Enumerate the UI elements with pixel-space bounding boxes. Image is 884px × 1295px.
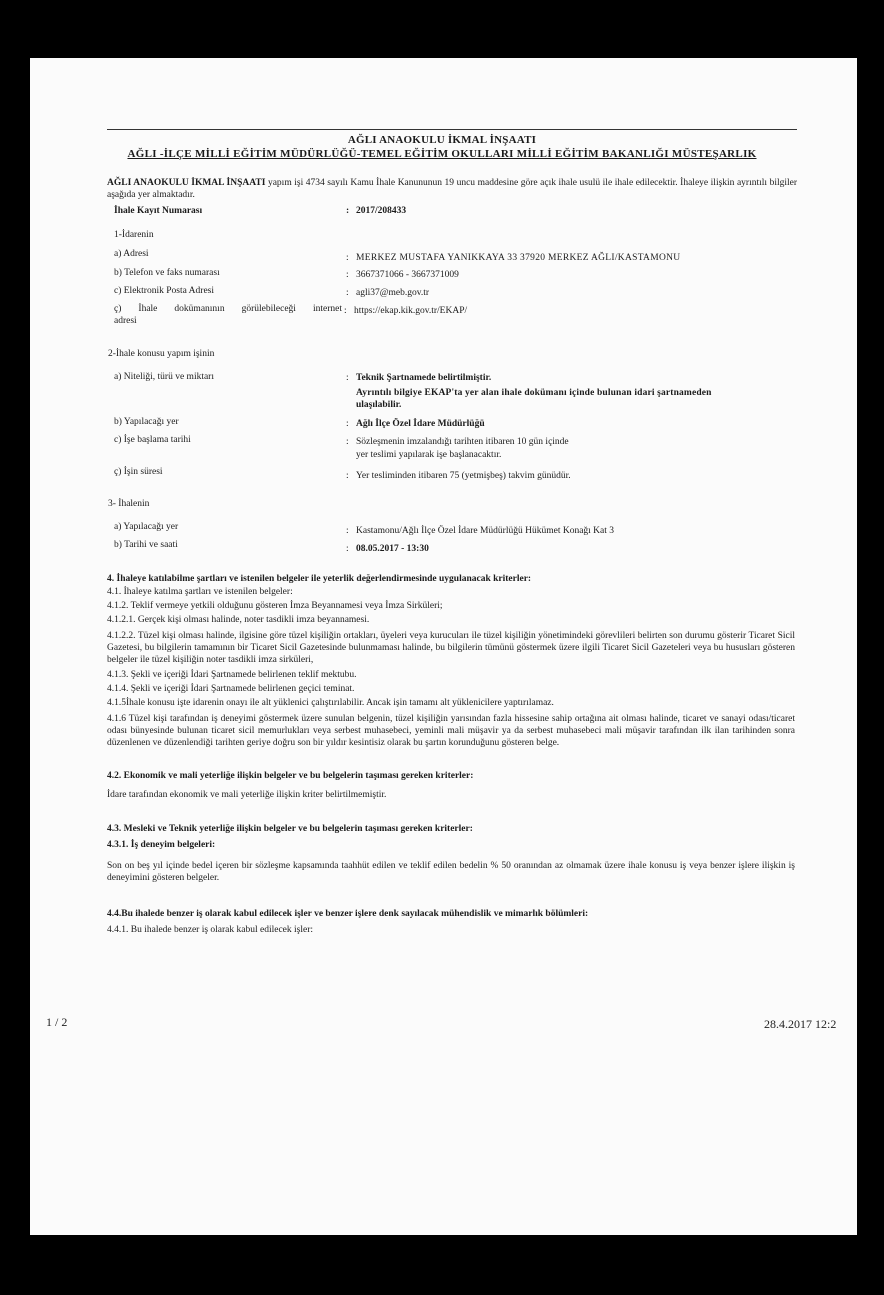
konu-nitelik-value-3: ulaşılabilir.: [356, 400, 402, 410]
s4-l431-text: Son on beş yıl içinde bedel içeren bir sözleşme kapsamında taahhüt edilen ve teklif edilen bedelin % 50 oranından az olmamak üzere ihale konusu iş veya benzer işlere ilişkin iş deneyimini gösteren belgeler.: [107, 861, 795, 883]
ihale-tarih-label: b) Tarihi ve saati: [114, 540, 178, 550]
konu-sure-label: ç) İşin süresi: [114, 467, 163, 477]
s4-l412: 4.1.2. Teklif vermeye yetkili olduğunu gösteren İmza Beyannamesi veya İmza Sirküleri;: [107, 601, 443, 611]
idare-heading: 1-İdarenin: [114, 230, 154, 240]
konu-sure-value: Yer tesliminden itibaren 75 (yetmişbeş) takvim günüdür.: [356, 471, 571, 481]
idare-dokuman-label: ç) İhale dokümanının görülebileceği internet: [114, 304, 342, 314]
intro-text: yapım işi 4734 sayılı Kamu İhale Kanununun 19 uncu maddesine göre açık ihale usulü ile ihale edilecektir. İhaleye ilişkin ayrıntılı bilgiler aşağıda yer almaktadır.: [107, 178, 798, 200]
s4-l42: 4.2. Ekonomik ve mali yeterliğe ilişkin belgeler ve bu belgelerin taşıması gereken kriterler:: [107, 771, 474, 781]
konu-yer-label: b) Yapılacağı yer: [114, 417, 179, 427]
konu-baslama-value-2: yer teslimi yapılarak işe başlanacaktır.: [356, 450, 502, 460]
konu-yer-colon: :: [346, 419, 349, 429]
kayit-value: 2017/208433: [356, 206, 407, 216]
intro-project-name: AĞLI ANAOKULU İKMAL İNŞAATI: [107, 178, 266, 188]
ihale-yer-colon: :: [346, 526, 349, 536]
s4-l441: 4.4.1. Bu ihalede benzer iş olarak kabul edilecek işler:: [107, 925, 314, 935]
konu-nitelik-value-2: Ayrıntılı bilgiye EKAP'ta yer alan ihale dokümanı içinde bulunan idari şartnameden: [356, 388, 712, 398]
idare-eposta-colon: :: [346, 288, 349, 298]
ihale-yer-label: a) Yapılacağı yer: [114, 522, 179, 532]
s4-l414: 4.1.4. Şekli ve içeriği İdari Şartnamede belirlenen geçici teminat.: [107, 684, 355, 694]
kayit-colon: :: [346, 206, 350, 216]
s4-l4122: 4.1.2.2. Tüzel kişi olması halinde, ilgisine göre tüzel kişiliğin ortakları, üyeleri veya kurucuları ile tüzel kişiliğin yönetimindeki görevlileri belirten son durumu gösterir Ticaret Sicil Gazetesi, bu bilgilerin tamamının bir Ticaret Sicil Gazetesinde bulunmaması halinde, bu bilgilerin tümünü göstermek üzere ilgili Ticaret Sicil Gazeteleri veya bu hususları gösteren belgeler ile tüzel kişiliğin noter tasdikli imza sirküleri,: [107, 631, 795, 665]
idare-adres-colon: :: [346, 253, 349, 263]
idare-tel-label: b) Telefon ve faks numarası: [114, 268, 220, 278]
konu-baslama-colon: :: [346, 437, 349, 447]
page-number: 1 / 2: [46, 1015, 68, 1029]
idare-tel-value: 3667371066 - 3667371009: [356, 270, 459, 280]
s4-l413: 4.1.3. Şekli ve içeriği İdari Şartnamede belirlenen teklif mektubu.: [107, 670, 357, 680]
document-title: AĞLI ANAOKULU İKMAL İNŞAATI: [347, 134, 537, 146]
header-rule: [107, 129, 797, 130]
idare-tel-colon: :: [346, 270, 349, 280]
s4-l416: 4.1.6 Tüzel kişi tarafından iş deneyimi göstermek üzere sunulan belgenin, tüzel kişiliğin yarısından fazla hissesine sahip ortağına ait olması halinde, ticaret ve sanayi odası/ticaret odası bünyesinde bulunan ticaret sicil memurlukları veya serbest muhasebeci, yeminli mali müşavir ya da serbest muhasebeci mali müşavir tarafından ilk ilan tarihinden sonra düzenlenen ve düzenlendiği tarihten geriye doğru son bir yıldır kesintisiz olarak bu şartın korunduğunu gösteren belge.: [107, 714, 795, 748]
idare-adres-value: MERKEZ MUSTAFA YANIKKAYA 33 37920 MERKEZ AĞLI/KASTAMONU: [356, 253, 681, 263]
konu-yer-value: Ağlı İlçe Özel İdare Müdürlüğü: [356, 419, 485, 429]
konu-nitelik-value-1: Teknik Şartnamede belirtilmiştir.: [356, 373, 492, 383]
intro-paragraph: [107, 177, 797, 201]
s4-heading: 4. İhaleye katılabilme şartları ve istenilen belgeler ile yeterlik değerlendirmesinde uygulanacak kriterler:: [107, 574, 532, 584]
konu-nitelik-colon: :: [346, 373, 349, 383]
idare-eposta-value: agli37@meb.gov.tr: [356, 288, 430, 298]
konu-sure-colon: :: [346, 471, 349, 481]
kayit-label: İhale Kayıt Numarası: [114, 206, 203, 216]
s4-l415: 4.1.5İhale konusu işte idarenin onayı ile alt yüklenici çalıştırılabilir. Ancak işin tamamı alt yüklenicilere yaptırılamaz.: [107, 698, 554, 708]
konu-nitelik-label: a) Niteliği, türü ve miktarı: [114, 372, 214, 382]
idare-dokuman-value: https://ekap.kik.gov.tr/EKAP/: [354, 306, 468, 316]
konu-baslama-value-1: Sözleşmenin imzalandığı tarihten itibaren 10 gün içinde: [356, 437, 569, 447]
print-datetime: 28.4.2017 12:2: [764, 1017, 837, 1031]
ihale-tarih-value: 08.05.2017 - 13:30: [356, 544, 429, 554]
idare-dokuman-label-2: adresi: [114, 316, 137, 326]
ihale-yer-value: Kastamonu/Ağlı İlçe Özel İdare Müdürlüğü Hükümet Konağı Kat 3: [356, 526, 615, 536]
konu-baslama-label: c) İşe başlama tarihi: [114, 435, 191, 445]
s4-l41: 4.1. İhaleye katılma şartları ve istenilen belgeler:: [107, 587, 293, 597]
konu-heading: 2-İhale konusu yapım işinin: [108, 349, 215, 359]
idare-dokuman-colon: :: [344, 306, 347, 316]
document-subtitle: AĞLI -İLÇE MİLLİ EĞİTİM MÜDÜRLÜĞÜ-TEMEL EĞİTİM OKULLARI MİLLİ EĞİTİM BAKANLIĞI MÜSTEŞARLIK: [127, 148, 757, 160]
ihale-heading: 3- İhalenin: [108, 499, 150, 509]
ihale-tarih-colon: :: [346, 544, 349, 554]
s4-l4121: 4.1.2.1. Gerçek kişi olması halinde, noter tasdikli imza beyannamesi.: [107, 615, 370, 625]
s4-l44: 4.4.Bu ihalede benzer iş olarak kabul edilecek işler ve benzer işlere denk sayılacak mühendislik ve mimarlık bölümleri:: [107, 909, 589, 919]
idare-eposta-label: c) Elektronik Posta Adresi: [114, 286, 214, 296]
s4-l431: 4.3.1. İş deneyim belgeleri:: [107, 840, 216, 850]
s4-l43: 4.3. Mesleki ve Teknik yeterliğe ilişkin belgeler ve bu belgelerin taşıması gereken kriterler:: [107, 824, 473, 834]
s4-l42-text: İdare tarafından ekonomik ve mali yeterliğe ilişkin kriter belirtilmemiştir.: [107, 790, 387, 800]
idare-adres-label: a) Adresi: [114, 249, 149, 259]
